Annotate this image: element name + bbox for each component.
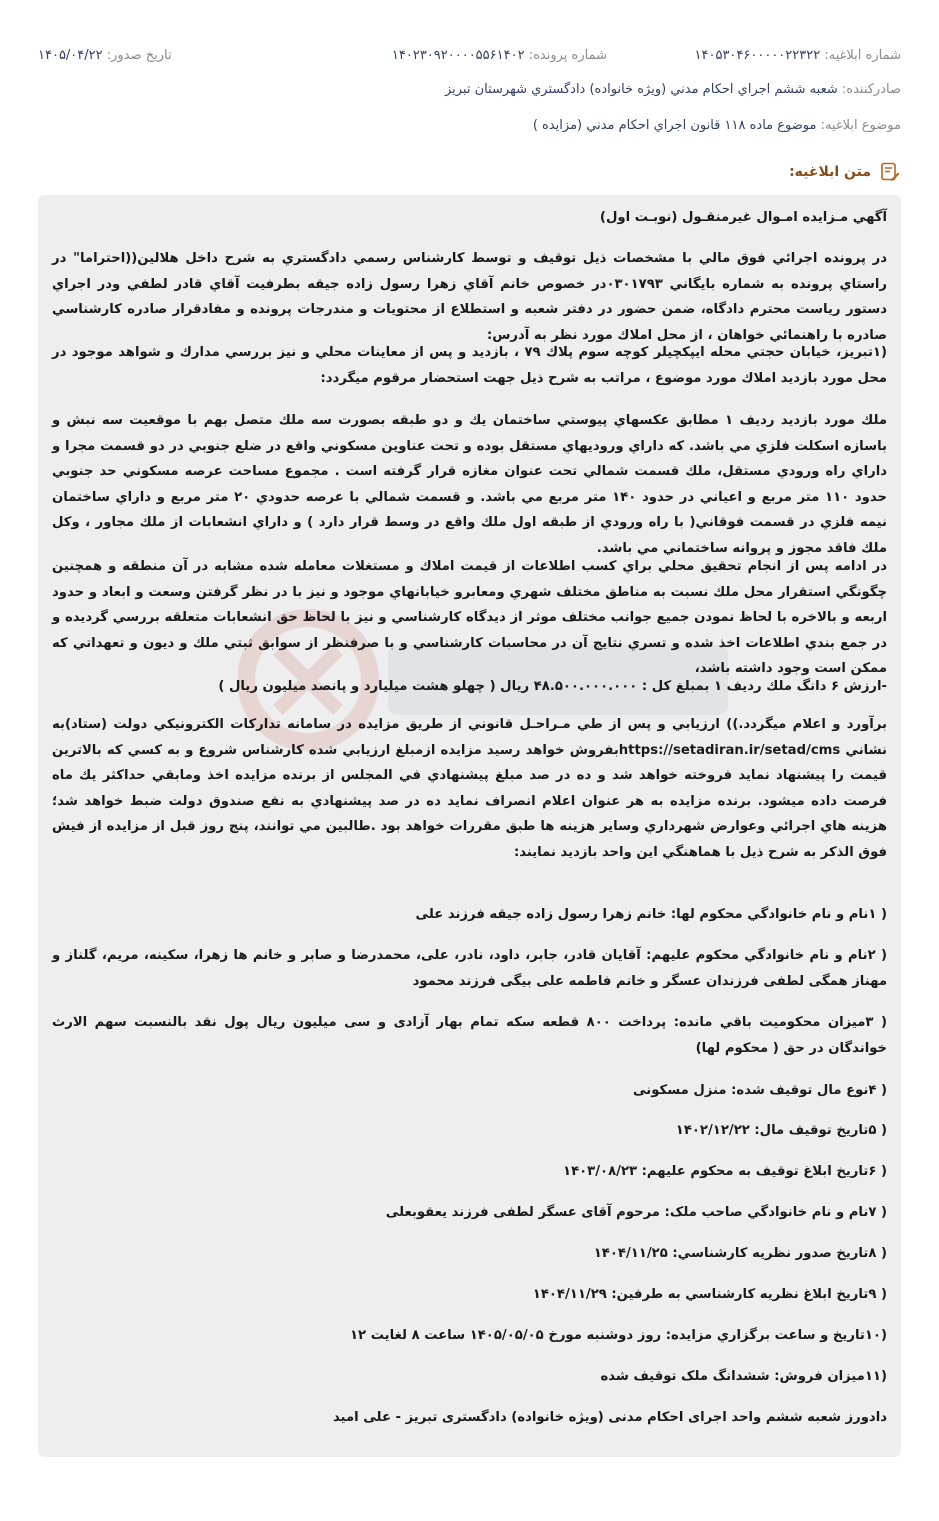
meta-row bbox=[38, 46, 901, 66]
paragraph-5: -ارزش ۶ دانگ ملك رديف ۱ بمبلغ كل : ۴۸.۵۰۰.۰۰۰.۰۰۰ ريال ( چهلو هشت ميليارد و پانصد ميليون ريال ) bbox=[218, 679, 887, 694]
issuer-label: صادرکننده: bbox=[841, 82, 901, 97]
signature: دادورز شعبه ششم واحد اجرای احکام مدنی (ويژه خانواده) دادگستری تبريز - علی اميد bbox=[332, 1410, 887, 1425]
paragraph-6-part-b: بفروش خواهد رسيد مزايده ازمبلغ ارزيابي شده كارشناس شروع و به كسي كه بالاترين قيمت را پيشنهاد نمايد فروخته خواهد شد و ده در صد مبلغ پيشنهادي في المجلس از برنده مزايده اخذ ومابقي حداكثر يك ماه فرصت داده ميشود. برنده مزايده به هر عنوان اعلام انصراف نمايد ده در صد پيشنهادي به نفع صندوق دولت ضبط خواهد شد؛ هزينه هاي اجرائي وعوارض شهرداري وساير هزينه ها طبق مقررات خواهد بود .طالبين مي توانند، پنج روز قبل از مزايده از فيش فوق الذكر به شرح ذيل با هماهنگي اين واحد بازديد نمايند: bbox=[52, 742, 887, 860]
list-item-1: ( ۱نام و نام خانوادگي محکوم لها: خانم زهرا رسول زاده جيقه فرزند علی bbox=[415, 907, 887, 922]
list-item-6: ( ۶تاريخ ابلاغ توقيف به محکوم عليهم: ۱۴۰۳/۰۸/۲۳ bbox=[563, 1164, 887, 1179]
notice-text-title: متن ابلاغيه: bbox=[789, 164, 871, 180]
notice-body-box bbox=[38, 195, 901, 1457]
paragraph-6-part-a: برآورد و اعلام ميگردد.)) ارزيابي و پس از طي مـراحـل قانوني از طريق مزايده در سامانه تداركات الكترونيكي دولت (ستاد)به نشاني bbox=[52, 717, 887, 758]
case-number-label: شماره پرونده: bbox=[528, 48, 607, 63]
subject-value: موضوع ماده ۱۱۸ قانون اجراي احكام مدني (مزايده ) bbox=[532, 118, 817, 133]
subject-row bbox=[38, 116, 901, 136]
list-item-11: (۱۱ميزان فروش: ششدانگ ملک توقيف شده bbox=[600, 1369, 887, 1384]
paragraph-4: در ادامه پس از انجام تحقيق محلي براي كسب اطلاعات از قيمت املاك و مستغلات معامله شده مشابه در آن منطقه و همچنين چگونگي استقرار محل ملك نسبت به مناطق مختلف شهري ومعابرو خيابانهاي موجود و نيز با در نظر گرفتن وسعت و ابعاد و حدود اربعه و بالاخره با لحاظ نمودن جميع جوانب مختلف موثر از ديدگاه كارشناسي و نيز با لحاظ حق انشعابات متعلقه بررسي گرديده و در جمع بندي اطلاعات اخذ شده و تسري نتايج آن در محاسبات كارشناسي و با صرفنظر از سوابق ثبتي ملك و ديون و تعهداتي كه ممكن است وجود داشته باشد، bbox=[52, 559, 887, 676]
notice-number-field bbox=[695, 46, 901, 66]
paragraph-2: (۱تبريز، خيابان حجتي محله ايپكچيلر كوچه سوم پلاك ۷۹ ، بازديد و پس از معاينات محلي و نيز بررسي مدارك و شواهد موجود در محل مورد بازديد املاك مورد موضوع ، مراتب به شرح ذيل جهت استحضار مرقوم ميگردد: bbox=[52, 345, 887, 386]
list-item-7: ( ۷نام و نام خانوادگي صاحب ملک: مرحوم آقای عسگر لطفی فرزند يعقوبعلی bbox=[385, 1205, 887, 1220]
list-item-2: ( ۲نام و نام خانوادگي محکوم عليهم: آقايان قادر، جابر، داود، نادر، علی، محمدرضا و صابر و خانم ها زهرا، سکينه، مريم، گلناز و مهناز همگی لطفی فرزندان عسگر و خانم فاطمه علی بيگی فرزند محمود bbox=[52, 948, 887, 989]
paragraph-6 bbox=[52, 712, 887, 865]
issue-date-label: تاريخ صدور: bbox=[106, 48, 172, 63]
body-heading: آگهي مـزايده امـوال غيرمنقـول (نوبـت اول) bbox=[599, 210, 887, 225]
case-number-field bbox=[392, 46, 607, 66]
list-item-4: ( ۴نوع مال توقيف شده: منزل مسکونی bbox=[632, 1083, 887, 1098]
issuer-row bbox=[38, 80, 901, 100]
notice-text-header bbox=[789, 160, 901, 184]
case-number: ۱۴۰۲۳۰۹۲۰۰۰۰۵۵۶۱۴۰۲ bbox=[391, 48, 525, 63]
subject-label: موضوع ابلاغيه: bbox=[820, 118, 901, 133]
list-item-9: ( ۹تاريخ ابلاغ نظريه کارشناسي به طرفين: ۱۴۰۴/۱۱/۲۹ bbox=[532, 1287, 887, 1302]
paragraph-3: ملك مورد بازديد رديف ۱ مطابق عكسهاي پيوستي ساختمان يك و دو طبقه بصورت سه ملك متصل بهم با موقعيت سه نبش و باسازه اسكلت فلزي مي باشد. كه داراي وروديهاي مستقل بوده و تحت عناوين مسكوني واقع در ضلع جنوبي در دو قسمت مجرا و داراي راه ورودي مستقل، ملك قسمت شمالي تحت عنوان مغازه قرار گرفته است . مجموع مساحت عرصه مسكوني حد جنوبي حدود ۱۱۰ متر مربع و اعياني در حدود ۱۴۰ متر مربع مي باشد. و قسمت شمالي با عرصه حدودي ۲۰ متر مربع و داراي ساختمان نيمه فلزي در قسمت فوقاني( با راه ورودي از طبقه اول ملك واقع در وسط قرار دارد ) و داراي انشعابات از ملك مجاور ، وكل ملك فاقد مجوز و پروانه ساختماني مي باشد. bbox=[52, 413, 888, 556]
list-item-3: ( ۳ميزان محکوميت باقي مانده: پرداخت ۸۰۰ قطعه سکه تمام بهار آزادی و سی ميليون ريال پول نقد بالنسبت سهم الارث خواندگان در حق ( محکوم لها) bbox=[52, 1015, 887, 1056]
paragraph-1: در پرونده اجرائي فوق مالي با مشخصات ذيل توقيف و توسط كارشناس رسمي دادگستري به شرح داخل هلالين((احتراما" در راستاي پرونده به شماره بايگاني ۰۳۰۱۷۹۳در خصوص خانم آقاي زهرا رسول زاده جيقه بطرفيت آقاي قادر لطفي ودر اجراي دستور رياست محترم دادگاه، ضمن حضور در دفتر شعبه و استطلاع از محتويات و مندرجات پرونده و مفادقرار صادره كارشناسي صادره با راهنمائي خواهان ، از محل املاك مورد نظر به آدرس: bbox=[52, 251, 887, 343]
notice-number: ۱۴۰۵۳۰۴۶۰۰۰۰۰۲۲۳۲۲ bbox=[694, 48, 821, 63]
issue-date-field bbox=[38, 46, 172, 66]
notice-number-label: شماره ابلاغيه: bbox=[824, 48, 901, 63]
list-item-8: ( ۸تاريخ صدور نظريه کارشناسي: ۱۴۰۴/۱۱/۲۵ bbox=[593, 1246, 887, 1261]
list-item-5: ( ۵تاريخ توقيف مال: ۱۴۰۲/۱۲/۲۲ bbox=[675, 1123, 887, 1138]
list-item-10: (۱۰تاريخ و ساعت برگزاري مزايده: روز دوشنبه مورخ ۱۴۰۵/۰۵/۰۵ ساعت ۸ لغايت ۱۲ bbox=[350, 1328, 887, 1343]
issue-date: ۱۴۰۵/۰۴/۲۲ bbox=[38, 48, 103, 63]
setad-url-link[interactable]: https://setadiran.ir/setad/cms bbox=[618, 742, 841, 758]
issuer-value: شعبه ششم اجراي احكام مدني (ويژه خانواده) دادگستري شهرستان تبريز bbox=[444, 82, 838, 97]
document-edit-icon bbox=[879, 161, 901, 183]
